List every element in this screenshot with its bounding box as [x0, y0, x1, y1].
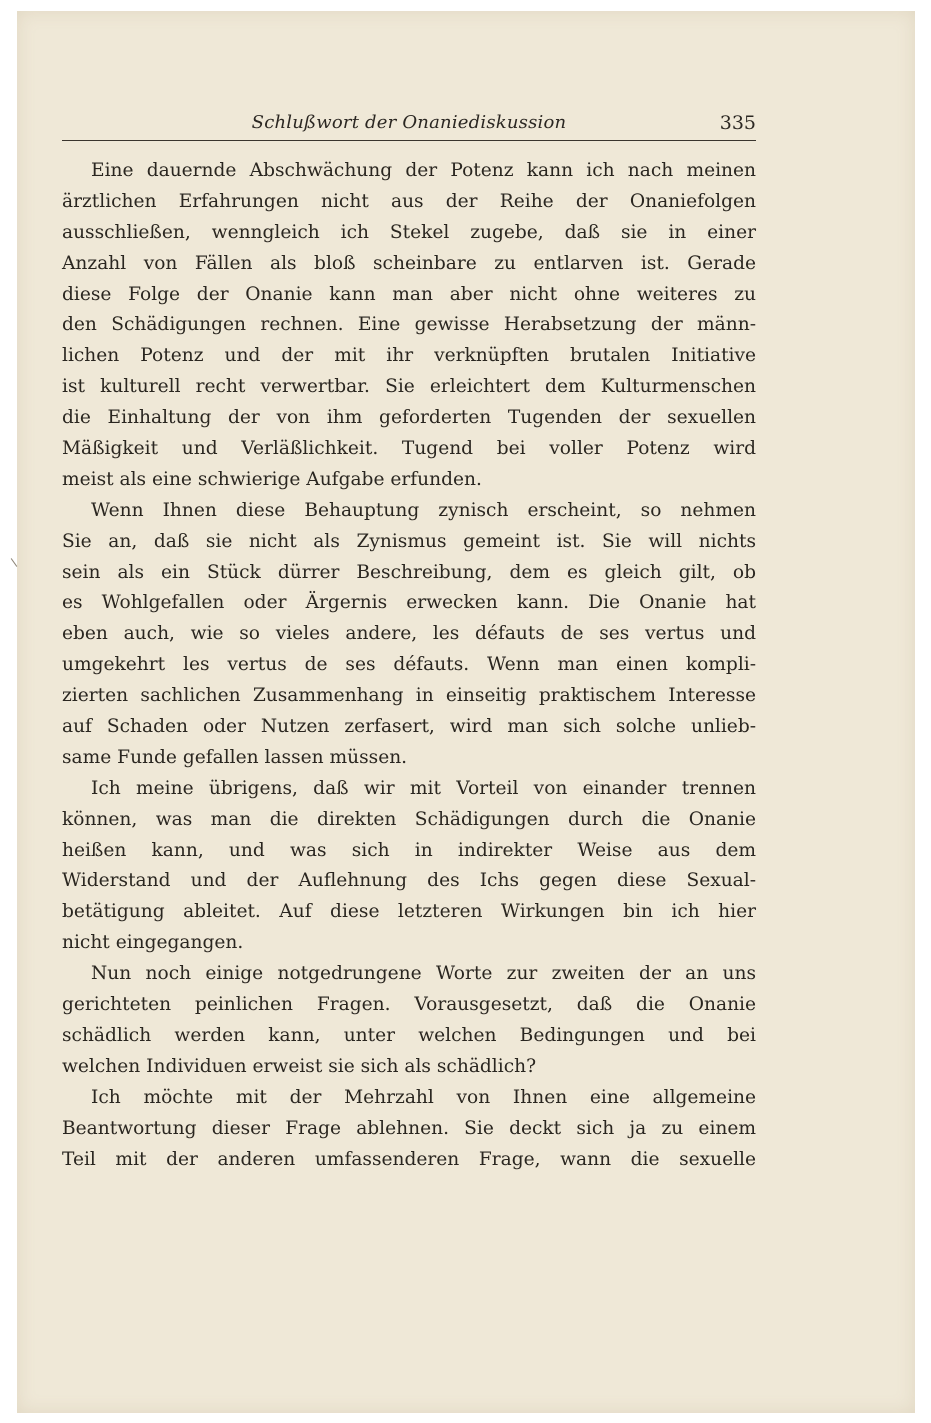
text-line: Widerstand und der Auflehnung des Ichs gegen diese Sexual-: [62, 870, 756, 892]
text-line: heißen kann, und was sich in indirekter Weise aus dem: [62, 839, 756, 861]
header-rule: [62, 140, 756, 141]
running-head: [62, 112, 756, 138]
text-line: nicht eingegangen.: [62, 932, 244, 954]
body-text: [62, 156, 756, 1175]
text-line: den Schädigungen rechnen. Eine gewisse Herabsetzung der männ-: [62, 314, 756, 336]
text-line: umgekehrt les vertus de ses défauts. Wenn man einen kompli-: [62, 654, 756, 676]
text-line: Ich möchte mit der Mehrzahl von Ihnen eine allgemeine: [91, 1086, 756, 1108]
text-line: gerichteten peinlichen Fragen. Vorausgesetzt, daß die Onanie: [62, 994, 756, 1016]
text-line: können, was man die direkten Schädigungen durch die Onanie: [62, 808, 756, 830]
text-line: Nun noch einige notgedrungene Worte zur zweiten der an uns: [91, 963, 756, 985]
text-line: diese Folge der Onanie kann man aber nicht ohne weiteres zu: [62, 283, 756, 305]
running-title: Schlußwort der Onaniediskussion: [251, 112, 567, 133]
text-line: Wenn Ihnen diese Behauptung zynisch erscheint, so nehmen: [91, 499, 756, 521]
text-line: ausschließen, wenngleich ich Stekel zugebe, daß sie in einer: [62, 221, 756, 243]
text-line: sein als ein Stück dürrer Beschreibung, dem es gleich gilt, ob: [62, 561, 756, 583]
text-line: welchen Individuen erweist sie sich als schädlich?: [62, 1055, 537, 1077]
text-line: es Wohlgefallen oder Ärgernis erwecken kann. Die Onanie hat: [62, 592, 756, 614]
text-line: eben auch, wie so vieles andere, les défauts de ses vertus und: [62, 623, 756, 645]
text-line: betätigung ableitet. Auf diese letzteren Wirkungen bin ich hier: [62, 901, 756, 923]
text-line: Eine dauernde Abschwächung der Potenz kann ich nach meinen: [91, 160, 756, 181]
text-line: lichen Potenz und der mit ihr verknüpften brutalen Initiative: [62, 345, 756, 367]
text-line: zierten sachlichen Zusammenhang in einseitig praktischem Interesse: [62, 685, 756, 707]
page-number: 335: [719, 112, 756, 134]
text-line: ist kulturell recht verwertbar. Sie erleichtert dem Kulturmenschen: [62, 376, 756, 398]
text-line: ärztlichen Erfahrungen nicht aus der Reihe der Onaniefolgen: [62, 190, 756, 212]
text-line: Mäßigkeit und Verläßlichkeit. Tugend bei voller Potenz wird: [62, 438, 756, 460]
text-line: Ich meine übrigens, daß wir mit Vorteil von einander trennen: [91, 777, 756, 799]
text-line: die Einhaltung der von ihm geforderten Tugenden der sexuellen: [62, 407, 756, 429]
text-line: schädlich werden kann, unter welchen Bedingungen und bei: [62, 1024, 756, 1046]
text-line: Sie an, daß sie nicht als Zynismus gemeint ist. Sie will nichts: [62, 530, 756, 552]
text-line: meist als eine schwierige Aufgabe erfunden.: [62, 468, 482, 490]
text-line: Beantwortung dieser Frage ablehnen. Sie deckt sich ja zu einem: [62, 1117, 756, 1139]
text-line: auf Schaden oder Nutzen zerfasert, wird man sich solche unlieb-: [62, 716, 756, 738]
text-line: same Funde gefallen lassen müssen.: [62, 746, 408, 768]
text-line: Teil mit der anderen umfassenderen Frage, wann die sexuelle: [62, 1148, 756, 1170]
text-line: Anzahl von Fällen als bloß scheinbare zu entlarven ist. Gerade: [62, 252, 756, 274]
